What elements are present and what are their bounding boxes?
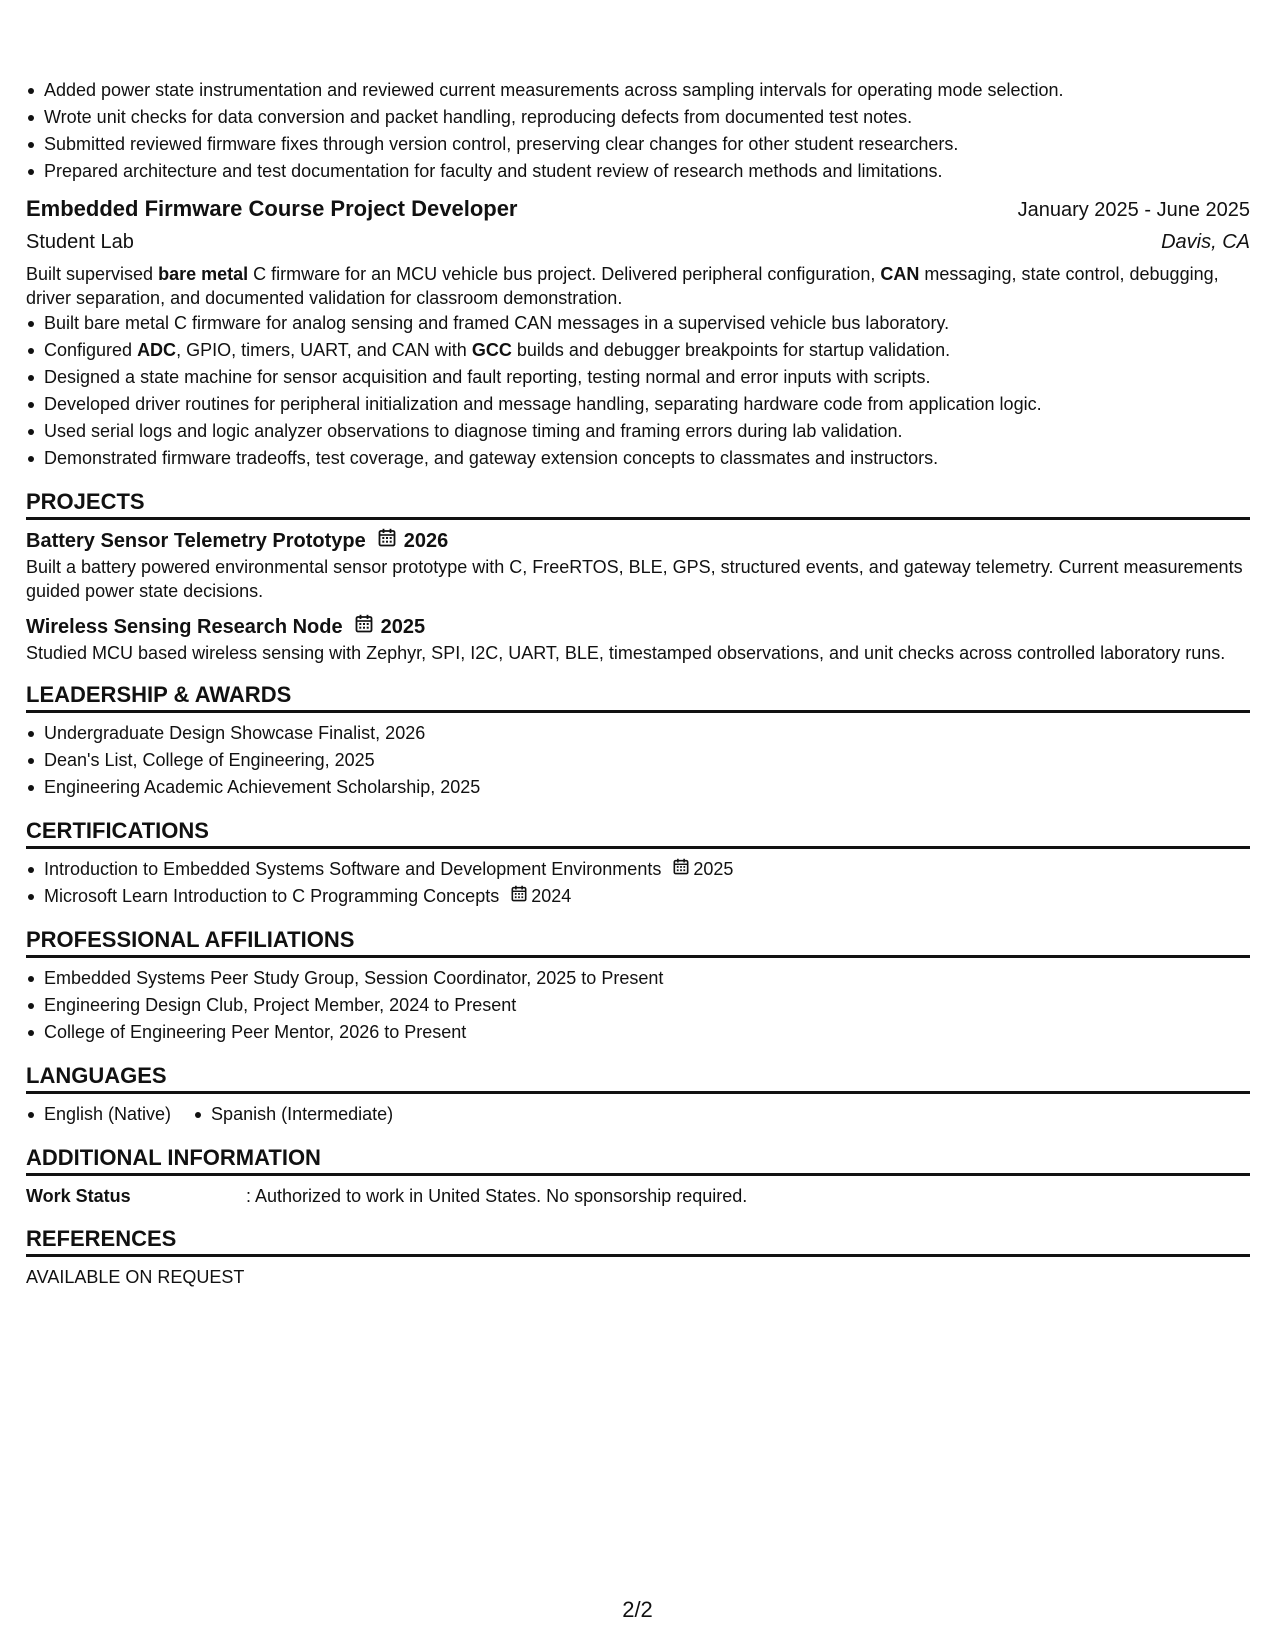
bullet-text: Configured (44, 340, 138, 360)
list-item: Dean's List, College of Engineering, 2025 (26, 747, 1250, 774)
references-text: AVAILABLE ON REQUEST (26, 1267, 245, 1287)
bullet-text: , GPIO, timers, UART, and CAN with (176, 340, 472, 360)
certification-name: Microsoft Learn Introduction to C Programming Concepts (44, 886, 500, 906)
list-item (26, 856, 1250, 883)
job-entry (26, 194, 1250, 472)
project-title: Wireless Sensing Research Node (26, 616, 343, 638)
calendar-icon (355, 613, 373, 641)
certification-year: 2024 (531, 886, 572, 906)
certification-name: Introduction to Embedded Systems Software and Development Environments (44, 859, 662, 879)
list-item: Engineering Design Club, Project Member, 2024 to Present (26, 992, 1250, 1019)
project-header (26, 613, 1250, 641)
list-item: Submitted reviewed firmware fixes through version control, preserving clear changes for other student researchers. (26, 131, 1250, 158)
list-item: Spanish (Intermediate) (193, 1101, 393, 1128)
calendar-icon (378, 527, 396, 555)
list-item: Prepared architecture and test documentation for faculty and student review of research methods and limitations. (26, 158, 1250, 185)
list-item: Developed driver routines for peripheral initialization and message handling, separating hardware code from application logic. (26, 391, 1250, 418)
list-item: Added power state instrumentation and reviewed current measurements across sampling intervals for operating mode selection. (26, 77, 1250, 104)
section-heading-projects: PROJECTS (26, 488, 1250, 520)
bullet-keyword: GCC (471, 340, 512, 360)
intro-bullet-list (26, 77, 1250, 185)
list-item (26, 883, 1250, 910)
project-year: 2025 (380, 616, 426, 638)
job-dates: January 2025 - June 2025 (1017, 199, 1250, 221)
summary-text: Built supervised (26, 264, 159, 284)
leadership-list (26, 720, 1250, 801)
work-status-value: : Authorized to work in United States. No sponsorship required. (246, 1186, 748, 1206)
summary-text: C firmware for an MCU vehicle bus project. Delivered peripheral configuration, (248, 264, 881, 284)
work-status-label: Work Status (26, 1186, 131, 1206)
list-item: Built bare metal C firmware for analog sensing and framed CAN messages in a supervised vehicle bus laboratory. (26, 310, 1250, 337)
list-item: Wrote unit checks for data conversion and packet handling, reproducing defects from documented test notes. (26, 104, 1250, 131)
list-item: College of Engineering Peer Mentor, 2026 to Present (26, 1019, 1250, 1046)
bullet-keyword: ADC (137, 340, 177, 360)
list-item (26, 337, 1250, 364)
section-heading-additional-information: ADDITIONAL INFORMATION (26, 1144, 1250, 1176)
section-heading-certifications: CERTIFICATIONS (26, 817, 1250, 849)
certification-date (673, 856, 733, 883)
certification-year: 2025 (693, 859, 734, 879)
languages-list (26, 1101, 1250, 1128)
job-bullet-list (26, 310, 1250, 472)
job-location: Davis, CA (1161, 231, 1250, 253)
job-organization: Student Lab (26, 231, 134, 253)
project-description: Built a battery powered environmental sensor prototype with C, FreeRTOS, BLE, GPS, structured events, and gateway telemetry. Current measurements guided power state decisions. (26, 557, 1243, 601)
job-summary (26, 262, 1250, 310)
calendar-icon (673, 856, 689, 883)
project-header (26, 527, 1250, 555)
summary-text: messaging, state control, debugging, driver separation, and documented validation for classroom demonstration. (26, 264, 1219, 308)
project-year: 2026 (403, 530, 449, 552)
project-entry (26, 613, 1250, 665)
list-item: Engineering Academic Achievement Scholarship, 2025 (26, 774, 1250, 801)
list-item: Used serial logs and logic analyzer observations to diagnose timing and framing errors during lab validation. (26, 418, 1250, 445)
job-header (26, 194, 1250, 225)
summary-keyword: CAN (880, 264, 920, 284)
calendar-icon (511, 883, 527, 910)
page-number: 2/2 (622, 1597, 653, 1622)
list-item: Demonstrated firmware tradeoffs, test coverage, and gateway extension concepts to classmates and instructors. (26, 445, 1250, 472)
summary-keyword: bare metal (158, 264, 249, 284)
resume-page (26, 77, 1250, 1290)
job-subheader (26, 227, 1250, 257)
affiliations-list (26, 965, 1250, 1046)
project-description: Studied MCU based wireless sensing with Zephyr, SPI, I2C, UART, BLE, timestamped observations, and unit checks across controlled laboratory runs. (26, 643, 1226, 663)
project-title: Battery Sensor Telemetry Prototype (26, 530, 366, 552)
list-item: English (Native) (26, 1101, 171, 1128)
work-status-row (26, 1183, 1250, 1209)
list-item: Undergraduate Design Showcase Finalist, 2026 (26, 720, 1250, 747)
list-item: Embedded Systems Peer Study Group, Session Coordinator, 2025 to Present (26, 965, 1250, 992)
certification-date (511, 883, 571, 910)
certifications-list (26, 856, 1250, 910)
job-title: Embedded Firmware Course Project Developer (26, 196, 518, 221)
section-heading-languages: LANGUAGES (26, 1062, 1250, 1094)
list-item: Designed a state machine for sensor acquisition and fault reporting, testing normal and error inputs with scripts. (26, 364, 1250, 391)
section-heading-references: REFERENCES (26, 1225, 1250, 1257)
project-entry (26, 527, 1250, 603)
section-heading-leadership: LEADERSHIP & AWARDS (26, 681, 1250, 713)
bullet-text: builds and debugger breakpoints for startup validation. (511, 340, 951, 360)
section-heading-affiliations: PROFESSIONAL AFFILIATIONS (26, 926, 1250, 958)
